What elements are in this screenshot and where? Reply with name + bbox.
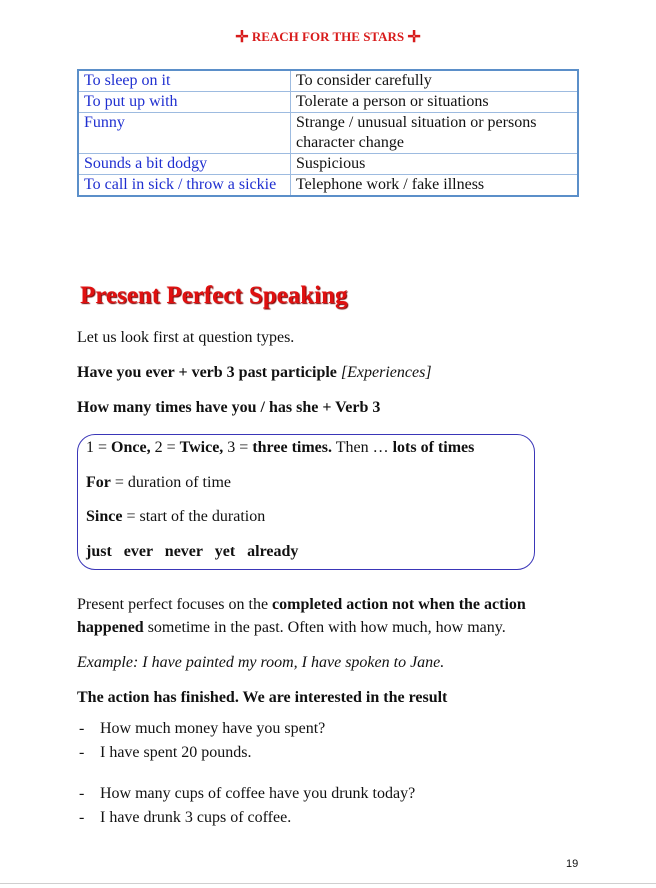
term-cell: To put up with — [78, 92, 291, 113]
focus-paragraph — [77, 593, 587, 639]
since-line — [86, 508, 265, 526]
definition-cell: Suspicious — [291, 154, 579, 175]
focus-text: Present perfect focuses on the — [77, 596, 273, 613]
result-heading-text: The action has finished. We are interested in the result — [77, 689, 448, 706]
term-cell: To call in sick / throw a sickie — [78, 175, 291, 197]
lots-of-times-label: lots of times — [392, 439, 475, 456]
section-title: Present Perfect Speaking — [80, 282, 348, 309]
table-row — [78, 175, 578, 197]
vocabulary-table — [77, 69, 579, 197]
question-formula: Have you ever + verb 3 past participle — [77, 364, 337, 381]
then-label: Then … — [332, 439, 393, 456]
table-row — [78, 70, 578, 92]
twice-label: Twice, — [179, 439, 224, 456]
page-number: 19 — [566, 858, 579, 870]
list-item: I have spent 20 pounds. — [100, 744, 252, 761]
question-type-times — [77, 396, 597, 419]
table-row — [78, 113, 578, 154]
since-definition: = start of the duration — [122, 508, 266, 525]
for-keyword: For — [86, 474, 111, 491]
for-definition: = duration of time — [110, 474, 231, 491]
question-formula: How many times have you / has she + Verb 3 — [77, 399, 381, 416]
term-cell: To sleep on it — [78, 70, 291, 92]
adverbs-list: just ever never yet already — [86, 543, 299, 560]
time-expressions-box — [77, 434, 535, 570]
term-cell: Funny — [78, 113, 291, 154]
table-row — [78, 154, 578, 175]
list-item: How much money have you spent? — [100, 720, 326, 737]
intro-text: Let us look first at question types. — [77, 329, 295, 346]
table-row — [78, 92, 578, 113]
dash-bullet: - — [79, 720, 85, 737]
times-line — [86, 439, 474, 457]
definition-cell: Tolerate a person or situations — [291, 92, 579, 113]
number-label: 1 = — [86, 439, 112, 456]
result-heading — [77, 686, 597, 709]
dash-bullet: - — [79, 809, 85, 826]
focus-emphasis: completed action not when the action happened — [77, 596, 526, 636]
example-text — [77, 651, 597, 674]
definition-cell: Strange / unusual situation or persons character change — [291, 113, 579, 154]
question-note: [Experiences] — [340, 364, 432, 381]
number-label: 3 = — [223, 439, 253, 456]
example-sentence: Example: I have painted my room, I have spoken to Jane. — [77, 654, 445, 671]
list-item: How many cups of coffee have you drunk today? — [100, 785, 416, 802]
since-keyword: Since — [86, 508, 123, 525]
focus-text: sometime in the past. Often with how much, how many. — [143, 619, 506, 636]
definition-cell: To consider carefully — [291, 70, 579, 92]
question-type-experiences — [77, 361, 597, 384]
page-header — [0, 27, 656, 47]
definition-cell: Telephone work / fake illness — [291, 175, 579, 197]
list-item: I have drunk 3 cups of coffee. — [100, 809, 292, 826]
term-cell: Sounds a bit dodgy — [78, 154, 291, 175]
adverbs-line — [86, 543, 298, 561]
dash-bullet: - — [79, 744, 85, 761]
cross-icon: ✛ — [407, 29, 421, 46]
three-times-label: three times. — [252, 439, 332, 456]
cross-icon: ✛ — [235, 29, 249, 46]
dash-bullet: - — [79, 785, 85, 802]
for-line — [86, 474, 231, 492]
bottom-divider — [0, 883, 656, 884]
header-title: REACH FOR THE STARS — [251, 29, 405, 44]
once-label: Once, — [111, 439, 151, 456]
number-label: 2 = — [150, 439, 180, 456]
